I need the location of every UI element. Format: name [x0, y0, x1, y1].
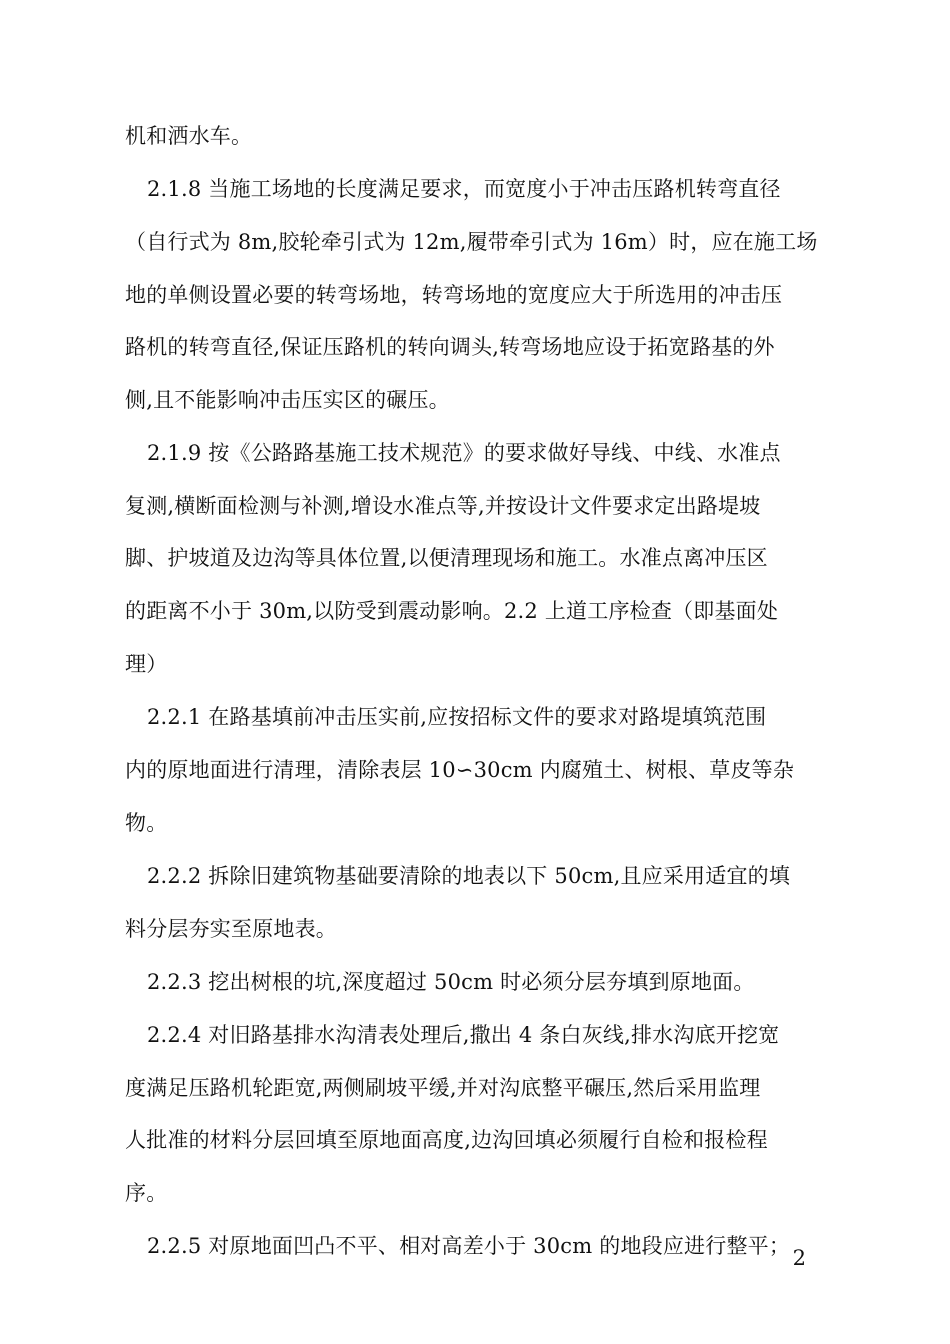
- text-line: 的距离不小于 30m,以防受到震动影响。2.2 上道工序检查（即基面处: [125, 599, 779, 623]
- text-line: 2.2.2 拆除旧建筑物基础要清除的地表以下 50cm,且应采用适宜的填: [147, 864, 791, 888]
- text-line: 度满足压路机轮距宽,两侧刷坡平缓,并对沟底整平碾压,然后采用监理: [125, 1076, 761, 1100]
- text-line: 路机的转弯直径,保证压路机的转向调头,转弯场地应设于拓宽路基的外: [125, 335, 775, 359]
- text-line: 2.2.5 对原地面凹凸不平、相对高差小于 30cm 的地段应进行整平；: [147, 1234, 791, 1258]
- text-line: 料分层夯实至原地表。: [125, 917, 337, 941]
- text-line: 侧,且不能影响冲击压实区的碾压。: [125, 388, 450, 412]
- text-line: 内的原地面进行清理，清除表层 10∽30cm 内腐殖土、树根、草皮等杂: [125, 758, 795, 782]
- text-line: 2.2.4 对旧路基排水沟清表处理后,撒出 4 条白灰线,排水沟底开挖宽: [147, 1023, 780, 1047]
- text-line: 序。: [125, 1181, 168, 1205]
- page-number: 2: [792, 1246, 806, 1270]
- text-line: 复测,横断面检测与补测,增设水准点等,并按设计文件要求定出路堤坡: [125, 494, 761, 518]
- text-line: 理）: [125, 652, 168, 676]
- text-line: 人批准的材料分层回填至原地面高度,边沟回填必须履行自检和报检程: [125, 1128, 768, 1152]
- text-line: 脚、护坡道及边沟等具体位置,以便清理现场和施工。水准点离冲压区: [125, 546, 768, 570]
- text-line: 2.2.1 在路基填前冲击压实前,应按招标文件的要求对路堤填筑范围: [147, 705, 767, 729]
- text-line: 物。: [125, 811, 168, 835]
- text-line: 地的单侧设置必要的转弯场地，转弯场地的宽度应大于所选用的冲击压: [125, 283, 783, 307]
- text-line: 2.1.9 按《公路路基施工技术规范》的要求做好导线、中线、水准点: [147, 441, 781, 465]
- text-line: （自行式为 8m,胶轮牵引式为 12m,履带牵引式为 16m）时，应在施工场: [125, 230, 818, 254]
- text-line: 2.1.8 当施工场地的长度满足要求，而宽度小于冲击压路机转弯直径: [147, 177, 781, 201]
- text-line: 机和洒水车。: [125, 124, 253, 148]
- text-line: 2.2.3 挖出树根的坑,深度超过 50cm 时必须分层夯填到原地面。: [147, 970, 755, 994]
